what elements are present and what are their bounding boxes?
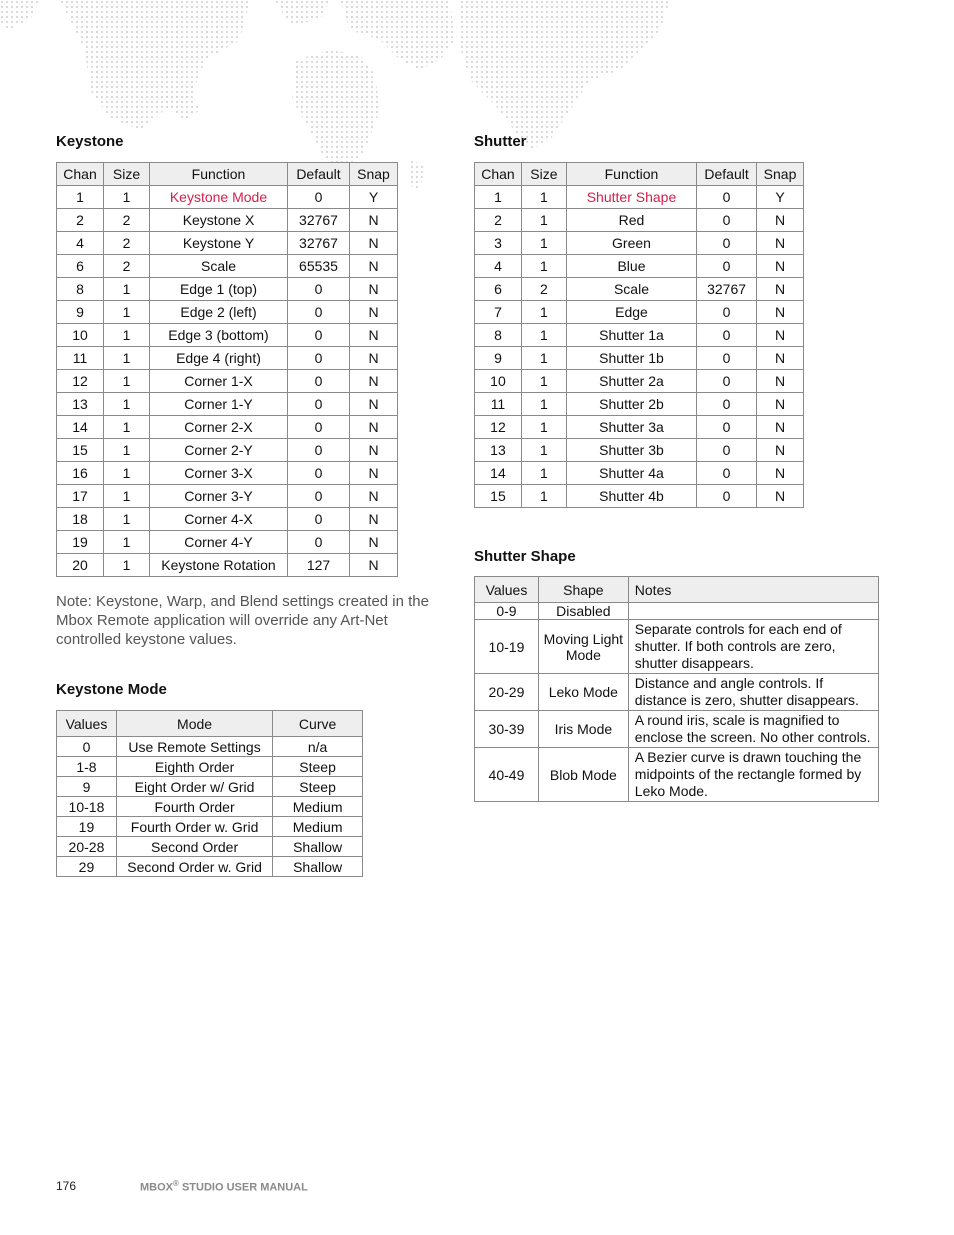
table-cell: 1	[521, 232, 566, 255]
table-row	[57, 462, 398, 485]
table-cell: 11	[475, 393, 522, 416]
table-cell: 0-9	[475, 603, 539, 620]
table-row	[475, 324, 804, 347]
table-cell: 1	[521, 324, 566, 347]
table-cell: 0	[288, 301, 350, 324]
column-header: Shape	[538, 577, 628, 603]
table-cell: 40-49	[475, 748, 539, 802]
column-header: Notes	[628, 577, 878, 603]
column-header: Default	[288, 163, 350, 186]
table-cell: 0	[288, 324, 350, 347]
table-cell: 29	[57, 857, 117, 877]
table-cell: 6	[475, 278, 522, 301]
column-header: Function	[150, 163, 288, 186]
table-cell: Edge 1 (top)	[150, 278, 288, 301]
column-header: Default	[697, 163, 757, 186]
table-cell: 12	[475, 416, 522, 439]
table-cell: Shutter 1b	[566, 347, 696, 370]
table-cell: Corner 1-X	[150, 370, 288, 393]
table-cell: Scale	[150, 255, 288, 278]
table-cell: 2	[521, 278, 566, 301]
keystone-note: Note: Keystone, Warp, and Blend settings created in the Mbox Remote application will override any Art-Net controlled keystone values.	[56, 593, 429, 648]
table-cell: 10	[475, 370, 522, 393]
table-cell: Edge	[566, 301, 696, 324]
table-cell: Iris Mode	[538, 711, 628, 748]
table-cell: 0	[288, 278, 350, 301]
table-cell: 30-39	[475, 711, 539, 748]
table-row	[475, 711, 879, 748]
table-cell: 1	[104, 324, 150, 347]
table-cell: N	[757, 370, 804, 393]
table-cell: 1	[521, 393, 566, 416]
table-cell	[628, 603, 878, 620]
table-cell: 1	[104, 508, 150, 531]
table-cell: Shutter 2a	[566, 370, 696, 393]
manual-title-text: STUDIO USER MANUAL	[178, 1181, 308, 1194]
table-cell: 1	[104, 485, 150, 508]
table-cell: N	[350, 209, 398, 232]
table-cell: Steep	[273, 757, 363, 777]
table-cell: N	[350, 508, 398, 531]
shutter-table	[474, 162, 804, 508]
table-cell: 1	[521, 186, 566, 209]
table-cell: 127	[288, 554, 350, 577]
table-cell: Distance and angle controls. If distance is zero, shutter disappears.	[628, 674, 878, 711]
table-cell: 12	[57, 370, 104, 393]
table-cell: N	[757, 209, 804, 232]
table-row	[57, 370, 398, 393]
table-cell: 16	[57, 462, 104, 485]
table-cell: 18	[57, 508, 104, 531]
table-row	[475, 370, 804, 393]
table-cell: N	[350, 531, 398, 554]
table-cell: Shallow	[273, 837, 363, 857]
table-cell: Shutter 2b	[566, 393, 696, 416]
table-cell: Use Remote Settings	[116, 737, 272, 757]
table-cell: 0	[697, 416, 757, 439]
table-row	[57, 209, 398, 232]
table-cell: 0	[288, 439, 350, 462]
table-cell: N	[350, 393, 398, 416]
table-cell: 32767	[288, 209, 350, 232]
table-row	[57, 797, 363, 817]
table-cell: 14	[57, 416, 104, 439]
table-row	[475, 603, 879, 620]
table-row	[475, 485, 804, 508]
table-cell: 0	[697, 393, 757, 416]
table-row	[475, 416, 804, 439]
table-cell: 1-8	[57, 757, 117, 777]
keystone-table	[56, 162, 398, 577]
link-cell[interactable]: Keystone Mode	[150, 186, 288, 209]
table-cell: N	[757, 232, 804, 255]
table-cell: Keystone X	[150, 209, 288, 232]
shutter-shape-heading: Shutter Shape	[474, 548, 576, 565]
table-cell: 1	[104, 416, 150, 439]
table-cell: Second Order	[116, 837, 272, 857]
table-cell: 0	[288, 186, 350, 209]
table-cell: 9	[57, 777, 117, 797]
table-row	[57, 255, 398, 278]
table-cell: N	[757, 278, 804, 301]
table-cell: 17	[57, 485, 104, 508]
table-row	[475, 301, 804, 324]
table-cell: N	[757, 462, 804, 485]
table-cell: 1	[104, 393, 150, 416]
table-cell: Medium	[273, 817, 363, 837]
table-cell: 1	[104, 554, 150, 577]
table-row	[57, 393, 398, 416]
table-row	[475, 209, 804, 232]
table-cell: Corner 4-Y	[150, 531, 288, 554]
table-row	[475, 462, 804, 485]
table-cell: 1	[104, 347, 150, 370]
table-row	[475, 232, 804, 255]
table-cell: 1	[104, 462, 150, 485]
table-cell: 4	[57, 232, 104, 255]
table-cell: 3	[475, 232, 522, 255]
table-cell: Separate controls for each end of shutter. If both controls are zero, shutter disappears.	[628, 620, 878, 674]
table-cell: Eighth Order	[116, 757, 272, 777]
table-cell: A round iris, scale is magnified to enclose the screen. No other controls.	[628, 711, 878, 748]
table-cell: Disabled	[538, 603, 628, 620]
table-cell: N	[757, 347, 804, 370]
table-cell: 0	[288, 393, 350, 416]
table-row	[57, 439, 398, 462]
table-cell: Shallow	[273, 857, 363, 877]
shutter-heading: Shutter	[474, 133, 527, 150]
table-cell: N	[350, 301, 398, 324]
table-cell: 10	[57, 324, 104, 347]
table-row	[475, 255, 804, 278]
table-cell: Edge 3 (bottom)	[150, 324, 288, 347]
table-cell: Second Order w. Grid	[116, 857, 272, 877]
table-cell: Shutter 1a	[566, 324, 696, 347]
table-cell: 1	[521, 462, 566, 485]
table-cell: N	[757, 439, 804, 462]
table-cell: N	[350, 554, 398, 577]
table-cell: 19	[57, 817, 117, 837]
table-cell: 4	[475, 255, 522, 278]
table-cell: N	[350, 439, 398, 462]
table-cell: 1	[521, 416, 566, 439]
table-cell: 0	[697, 255, 757, 278]
table-cell: A Bezier curve is drawn touching the midpoints of the rectangle formed by Leko Mode.	[628, 748, 878, 802]
table-cell: 0	[288, 370, 350, 393]
table-cell: Shutter 4a	[566, 462, 696, 485]
table-cell: 2	[57, 209, 104, 232]
table-cell: 1	[104, 301, 150, 324]
page-number: 176	[56, 1179, 77, 1193]
table-cell: 0	[697, 462, 757, 485]
table-row	[475, 393, 804, 416]
table-cell: N	[350, 232, 398, 255]
table-row	[57, 485, 398, 508]
table-cell: Shutter 4b	[566, 485, 696, 508]
column-header: Mode	[116, 711, 272, 737]
table-cell: 0	[288, 416, 350, 439]
table-cell: 0	[697, 485, 757, 508]
table-cell: 0	[288, 347, 350, 370]
table-row	[57, 347, 398, 370]
table-cell: Fourth Order	[116, 797, 272, 817]
table-cell: 0	[288, 531, 350, 554]
table-cell: 0	[697, 439, 757, 462]
table-cell: 1	[104, 370, 150, 393]
column-header: Snap	[350, 163, 398, 186]
table-row	[57, 278, 398, 301]
table-row	[475, 186, 804, 209]
table-cell: 32767	[288, 232, 350, 255]
table-cell: 20	[57, 554, 104, 577]
table-cell: 9	[57, 301, 104, 324]
column-header: Chan	[475, 163, 522, 186]
table-cell: Keystone Rotation	[150, 554, 288, 577]
table-row	[475, 439, 804, 462]
table-cell: 0	[288, 485, 350, 508]
table-cell: 0	[697, 324, 757, 347]
table-cell: 6	[57, 255, 104, 278]
table-cell: 8	[57, 278, 104, 301]
table-cell: N	[757, 393, 804, 416]
table-row	[57, 817, 363, 837]
column-header: Chan	[57, 163, 104, 186]
brand-name: MBOX	[140, 1181, 173, 1194]
table-cell: 1	[475, 186, 522, 209]
keystone-mode-heading: Keystone Mode	[56, 681, 167, 698]
table-cell: 1	[521, 370, 566, 393]
table-cell: n/a	[273, 737, 363, 757]
table-cell: 0	[697, 232, 757, 255]
table-row	[57, 837, 363, 857]
table-row	[57, 857, 363, 877]
column-header: Snap	[757, 163, 804, 186]
table-row	[475, 674, 879, 711]
table-cell: 15	[57, 439, 104, 462]
table-cell: N	[757, 255, 804, 278]
table-cell: N	[757, 324, 804, 347]
table-cell: 7	[475, 301, 522, 324]
table-row	[57, 737, 363, 757]
table-cell: Blue	[566, 255, 696, 278]
column-header: Values	[475, 577, 539, 603]
table-cell: 9	[475, 347, 522, 370]
table-row	[475, 748, 879, 802]
table-cell: N	[350, 370, 398, 393]
table-cell: 14	[475, 462, 522, 485]
table-row	[57, 232, 398, 255]
table-cell: Green	[566, 232, 696, 255]
table-cell: 1	[521, 301, 566, 324]
table-cell: 1	[104, 439, 150, 462]
table-cell: N	[757, 485, 804, 508]
table-cell: N	[350, 485, 398, 508]
table-row	[57, 324, 398, 347]
table-cell: N	[350, 347, 398, 370]
table-cell: Y	[350, 186, 398, 209]
table-cell: Keystone Y	[150, 232, 288, 255]
table-cell: Corner 1-Y	[150, 393, 288, 416]
table-cell: 1	[521, 347, 566, 370]
table-cell: N	[757, 416, 804, 439]
table-cell: Corner 4-X	[150, 508, 288, 531]
table-cell: 0	[697, 186, 757, 209]
table-cell: Steep	[273, 777, 363, 797]
table-cell: Blob Mode	[538, 748, 628, 802]
manual-title	[140, 1179, 308, 1194]
table-cell: 32767	[697, 278, 757, 301]
table-cell: N	[350, 324, 398, 347]
table-cell: N	[350, 416, 398, 439]
column-header: Curve	[273, 711, 363, 737]
table-cell: Scale	[566, 278, 696, 301]
table-cell: 13	[57, 393, 104, 416]
table-cell: 1	[57, 186, 104, 209]
table-cell: Moving Light Mode	[538, 620, 628, 674]
table-cell: 8	[475, 324, 522, 347]
table-cell: 0	[697, 209, 757, 232]
table-cell: 0	[697, 301, 757, 324]
table-cell: N	[350, 255, 398, 278]
table-cell: 15	[475, 485, 522, 508]
table-cell: 1	[521, 209, 566, 232]
table-cell: 13	[475, 439, 522, 462]
table-cell: Medium	[273, 797, 363, 817]
table-cell: 1	[521, 439, 566, 462]
table-cell: 10-18	[57, 797, 117, 817]
table-cell: 0	[697, 370, 757, 393]
registered-mark: ®	[173, 1179, 179, 1188]
table-row	[475, 620, 879, 674]
table-row	[57, 416, 398, 439]
table-cell: 20-28	[57, 837, 117, 857]
table-cell: 2	[104, 209, 150, 232]
keystone-heading: Keystone	[56, 133, 124, 150]
column-header: Function	[566, 163, 696, 186]
table-cell: 2	[104, 255, 150, 278]
table-cell: 11	[57, 347, 104, 370]
table-cell: Fourth Order w. Grid	[116, 817, 272, 837]
table-row	[475, 347, 804, 370]
table-cell: N	[757, 301, 804, 324]
column-header: Size	[521, 163, 566, 186]
table-cell: N	[350, 278, 398, 301]
table-cell: Edge 4 (right)	[150, 347, 288, 370]
table-row	[57, 757, 363, 777]
table-cell: 1	[521, 485, 566, 508]
column-header: Size	[104, 163, 150, 186]
table-cell: 1	[104, 531, 150, 554]
table-cell: 20-29	[475, 674, 539, 711]
table-cell: Corner 3-Y	[150, 485, 288, 508]
table-cell: 1	[521, 255, 566, 278]
table-cell: 10-19	[475, 620, 539, 674]
table-cell: 1	[104, 278, 150, 301]
column-header: Values	[57, 711, 117, 737]
table-cell: 65535	[288, 255, 350, 278]
table-cell: Corner 2-Y	[150, 439, 288, 462]
table-cell: Y	[757, 186, 804, 209]
table-cell: Shutter 3b	[566, 439, 696, 462]
table-cell: 19	[57, 531, 104, 554]
table-cell: Shutter 3a	[566, 416, 696, 439]
link-cell[interactable]: Shutter Shape	[566, 186, 696, 209]
table-cell: Leko Mode	[538, 674, 628, 711]
table-row	[57, 777, 363, 797]
table-cell: 0	[288, 508, 350, 531]
table-cell: Corner 2-X	[150, 416, 288, 439]
table-cell: 2	[475, 209, 522, 232]
table-cell: Eight Order w/ Grid	[116, 777, 272, 797]
table-row	[57, 554, 398, 577]
table-cell: 0	[697, 347, 757, 370]
table-row	[57, 508, 398, 531]
table-cell: 0	[57, 737, 117, 757]
table-row	[57, 301, 398, 324]
table-cell: Red	[566, 209, 696, 232]
keystone-mode-table	[56, 710, 363, 877]
table-cell: 0	[288, 462, 350, 485]
shutter-shape-table	[474, 576, 879, 802]
table-cell: 2	[104, 232, 150, 255]
table-row	[475, 278, 804, 301]
table-cell: N	[350, 462, 398, 485]
table-cell: 1	[104, 186, 150, 209]
table-row	[57, 186, 398, 209]
table-row	[57, 531, 398, 554]
table-cell: Corner 3-X	[150, 462, 288, 485]
table-cell: Edge 2 (left)	[150, 301, 288, 324]
